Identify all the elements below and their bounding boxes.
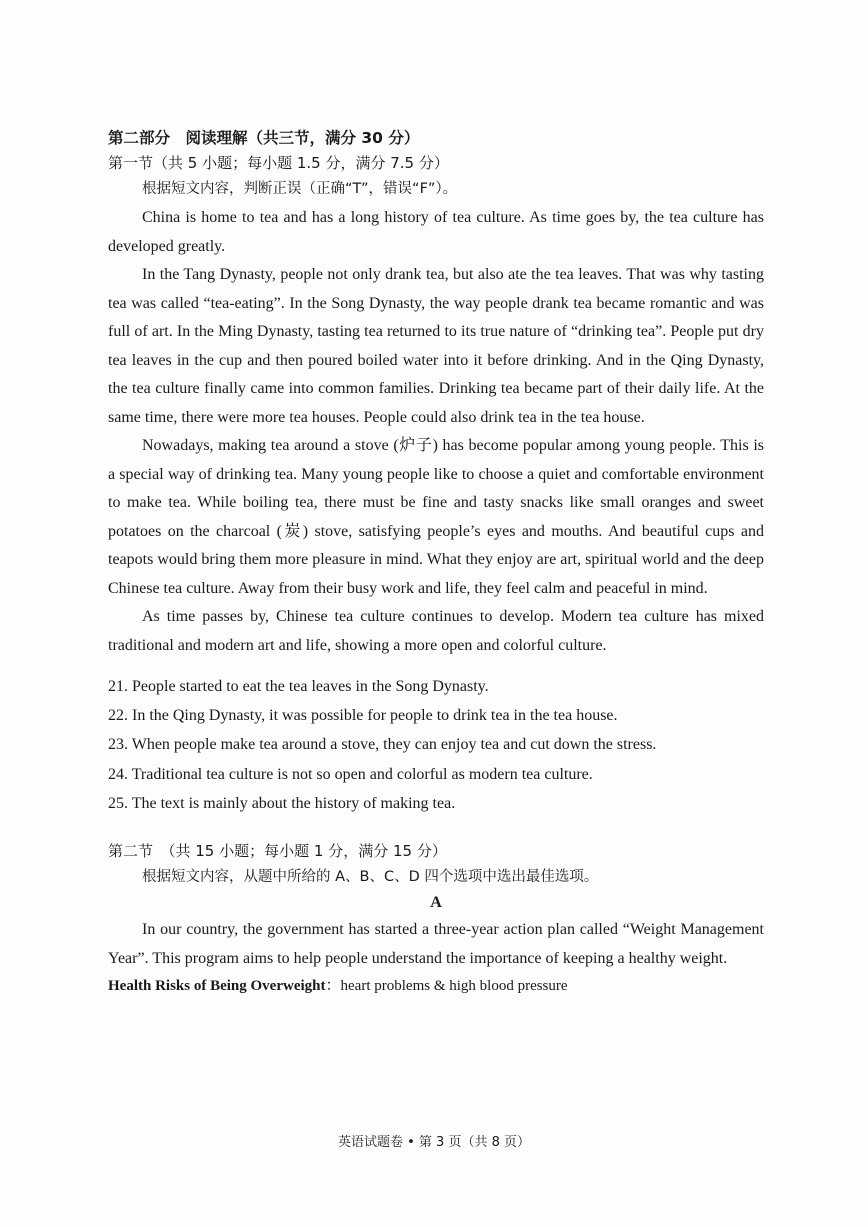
section1-title: 第一节（共 5 小题；每小题 1.5 分，满分 7.5 分）: [108, 154, 449, 172]
health-risks-text: heart problems & high blood pressure: [340, 978, 568, 995]
section2-title: 第二节 （共 15 小题；每小题 1 分，满分 15 分）: [108, 842, 447, 861]
page-footer: 英语试题卷 • 第 3 页（共 8 页）: [337, 1135, 530, 1150]
question-item: 25. The text is mainly about the history of making tea.: [108, 794, 456, 812]
health-risks-line: [108, 973, 764, 999]
health-risks-label: Health Risks of Being Overweight: [108, 978, 326, 995]
page-content: [108, 126, 764, 999]
passage-paragraph: In the Tang Dynasty, people not only drank tea, but also ate the tea leaves. That was why tasting tea was called “tea-eating”. In the Song Dynasty, the way people drank tea became romantic and was full of art. In the Ming Dynasty, tasting tea returned to its true nature of “drinking tea”. People put dry tea leaves in the cup and then poured boiled water into it before drinking. And in the Qing Dynasty, the tea culture finally came into common families. Drinking tea became part of their daily life. At the same time, there were more tea houses. People could also drink tea in the tea house.: [108, 266, 764, 426]
passage-paragraph: In our country, the government has started a three-year action plan called “Weight Management Year”. This program aims to help people understand the importance of keeping a healthy weight.: [108, 921, 764, 967]
section2: [108, 838, 764, 999]
passage-letter: A: [430, 894, 442, 912]
question-item: 21. People started to eat the tea leaves in the Song Dynasty.: [108, 678, 489, 695]
question-item: 23. When people make tea around a stove, they can enjoy tea and cut down the stress.: [108, 736, 657, 754]
section1-instruction: 根据短文内容，判断正误（正确“T”，错误“F”）。: [142, 181, 458, 197]
health-risks-colon: ：: [325, 978, 341, 995]
passage-paragraph: Nowadays, making tea around a stove (炉子) has become popular among young people. This is a special way of drinking tea. Many young people like to choose a quiet and comfortable environment to make tea. While boiling tea, there must be fine and tasty snacks like small oranges and sweet potatoes on the charcoal (炭) stove, satisfying people’s eyes and mouths. And beautiful cups and teapots would bring them more pleasure in mind. What they enjoy are art, spiritual world and the deep Chinese tea culture. Away from their busy work and life, they feel calm and peaceful in mind.: [108, 437, 764, 597]
question-list: [108, 672, 764, 818]
section1-passage: [108, 204, 764, 660]
section2-instruction: 根据短文内容，从题中所给的 A、B、C、D 四个选项中选出最佳选项。: [142, 869, 599, 886]
passage-paragraph: As time passes by, Chinese tea culture continues to develop. Modern tea culture has mixed traditional and modern art and life, showing a more open and colorful culture.: [108, 608, 764, 654]
question-item: 24. Traditional tea culture is not so open and colorful as modern tea culture.: [108, 765, 593, 783]
part-title: 第二部分 阅读理解（共三节，满分 30 分）: [108, 129, 420, 147]
question-item: 22. In the Qing Dynasty, it was possible for people to drink tea in the tea house.: [108, 707, 618, 725]
passage-paragraph: China is home to tea and has a long history of tea culture. As time goes by, the tea culture has developed greatly.: [108, 209, 764, 255]
